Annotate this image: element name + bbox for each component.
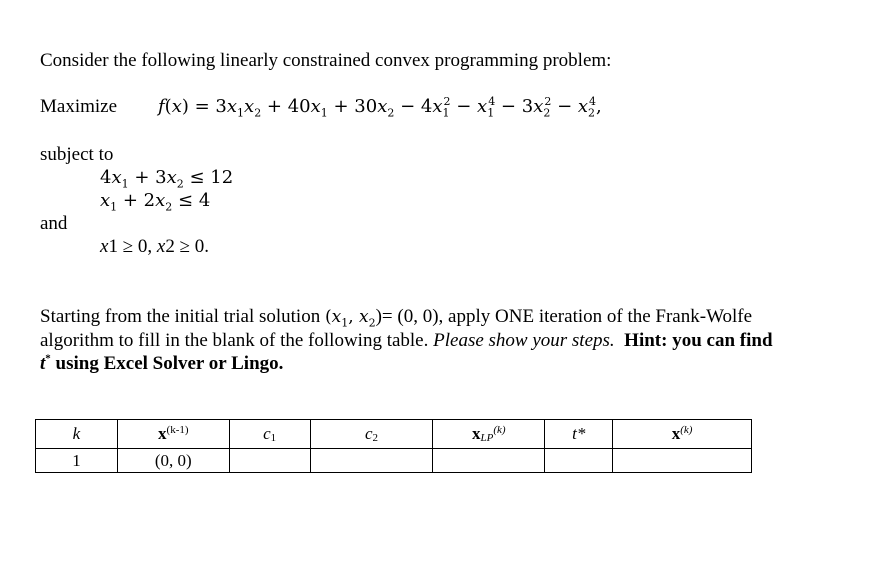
cell-t-star[interactable] [545, 449, 613, 473]
and-label: and [40, 213, 68, 234]
cell-x-prev: (0, 0) [117, 449, 229, 473]
constraint-2: $x_1 + 2x_2 \le 4$ [100, 190, 211, 214]
table-header-row [36, 420, 752, 449]
maximize-label: Maximize [40, 96, 118, 117]
header-x-lp: xLP$^{(k)}$ [433, 420, 545, 449]
cell-c2[interactable] [310, 449, 433, 473]
header-x-prev: $x^{(k-1)}$ [117, 420, 229, 449]
intro-text: Consider the following linearly constrained convex programming problem: [40, 50, 612, 71]
header-c2: c2 [310, 420, 433, 449]
constraint-1: $4x_1 + 3x_2 \le 12$ [100, 167, 234, 191]
cell-x-k[interactable] [613, 449, 752, 473]
cell-c1[interactable] [229, 449, 310, 473]
cell-k: 1 [36, 449, 118, 473]
cell-x-lp[interactable] [433, 449, 545, 473]
problem-statement: Starting from the initial trial solution ($x_1$, $x_2)= (0$, 0), apply ONE iteration of the Frank-Wolfe algorithm to fill in the blank of the following table. Please show your steps. Hint: you can find t* using Excel Solver or Lingo. [40, 306, 773, 374]
objective-function: $f(x) = 3x_1x_2 + 40x_1 + 30x_2 - 4x_1^2 - x_1^4 - 3x_2^2 - x_2^4$, [158, 95, 602, 120]
iteration-table [35, 419, 752, 473]
table-row [36, 449, 752, 473]
header-x-k: $x^{(k)}$ [613, 420, 752, 449]
header-c1: c1 [229, 420, 310, 449]
header-t-star: t* [545, 420, 613, 449]
header-k: k [36, 420, 118, 449]
nonnegativity-constraint: x1 ≥ 0, x2 ≥ 0. [100, 236, 209, 257]
subject-to-label: subject to [40, 144, 114, 165]
